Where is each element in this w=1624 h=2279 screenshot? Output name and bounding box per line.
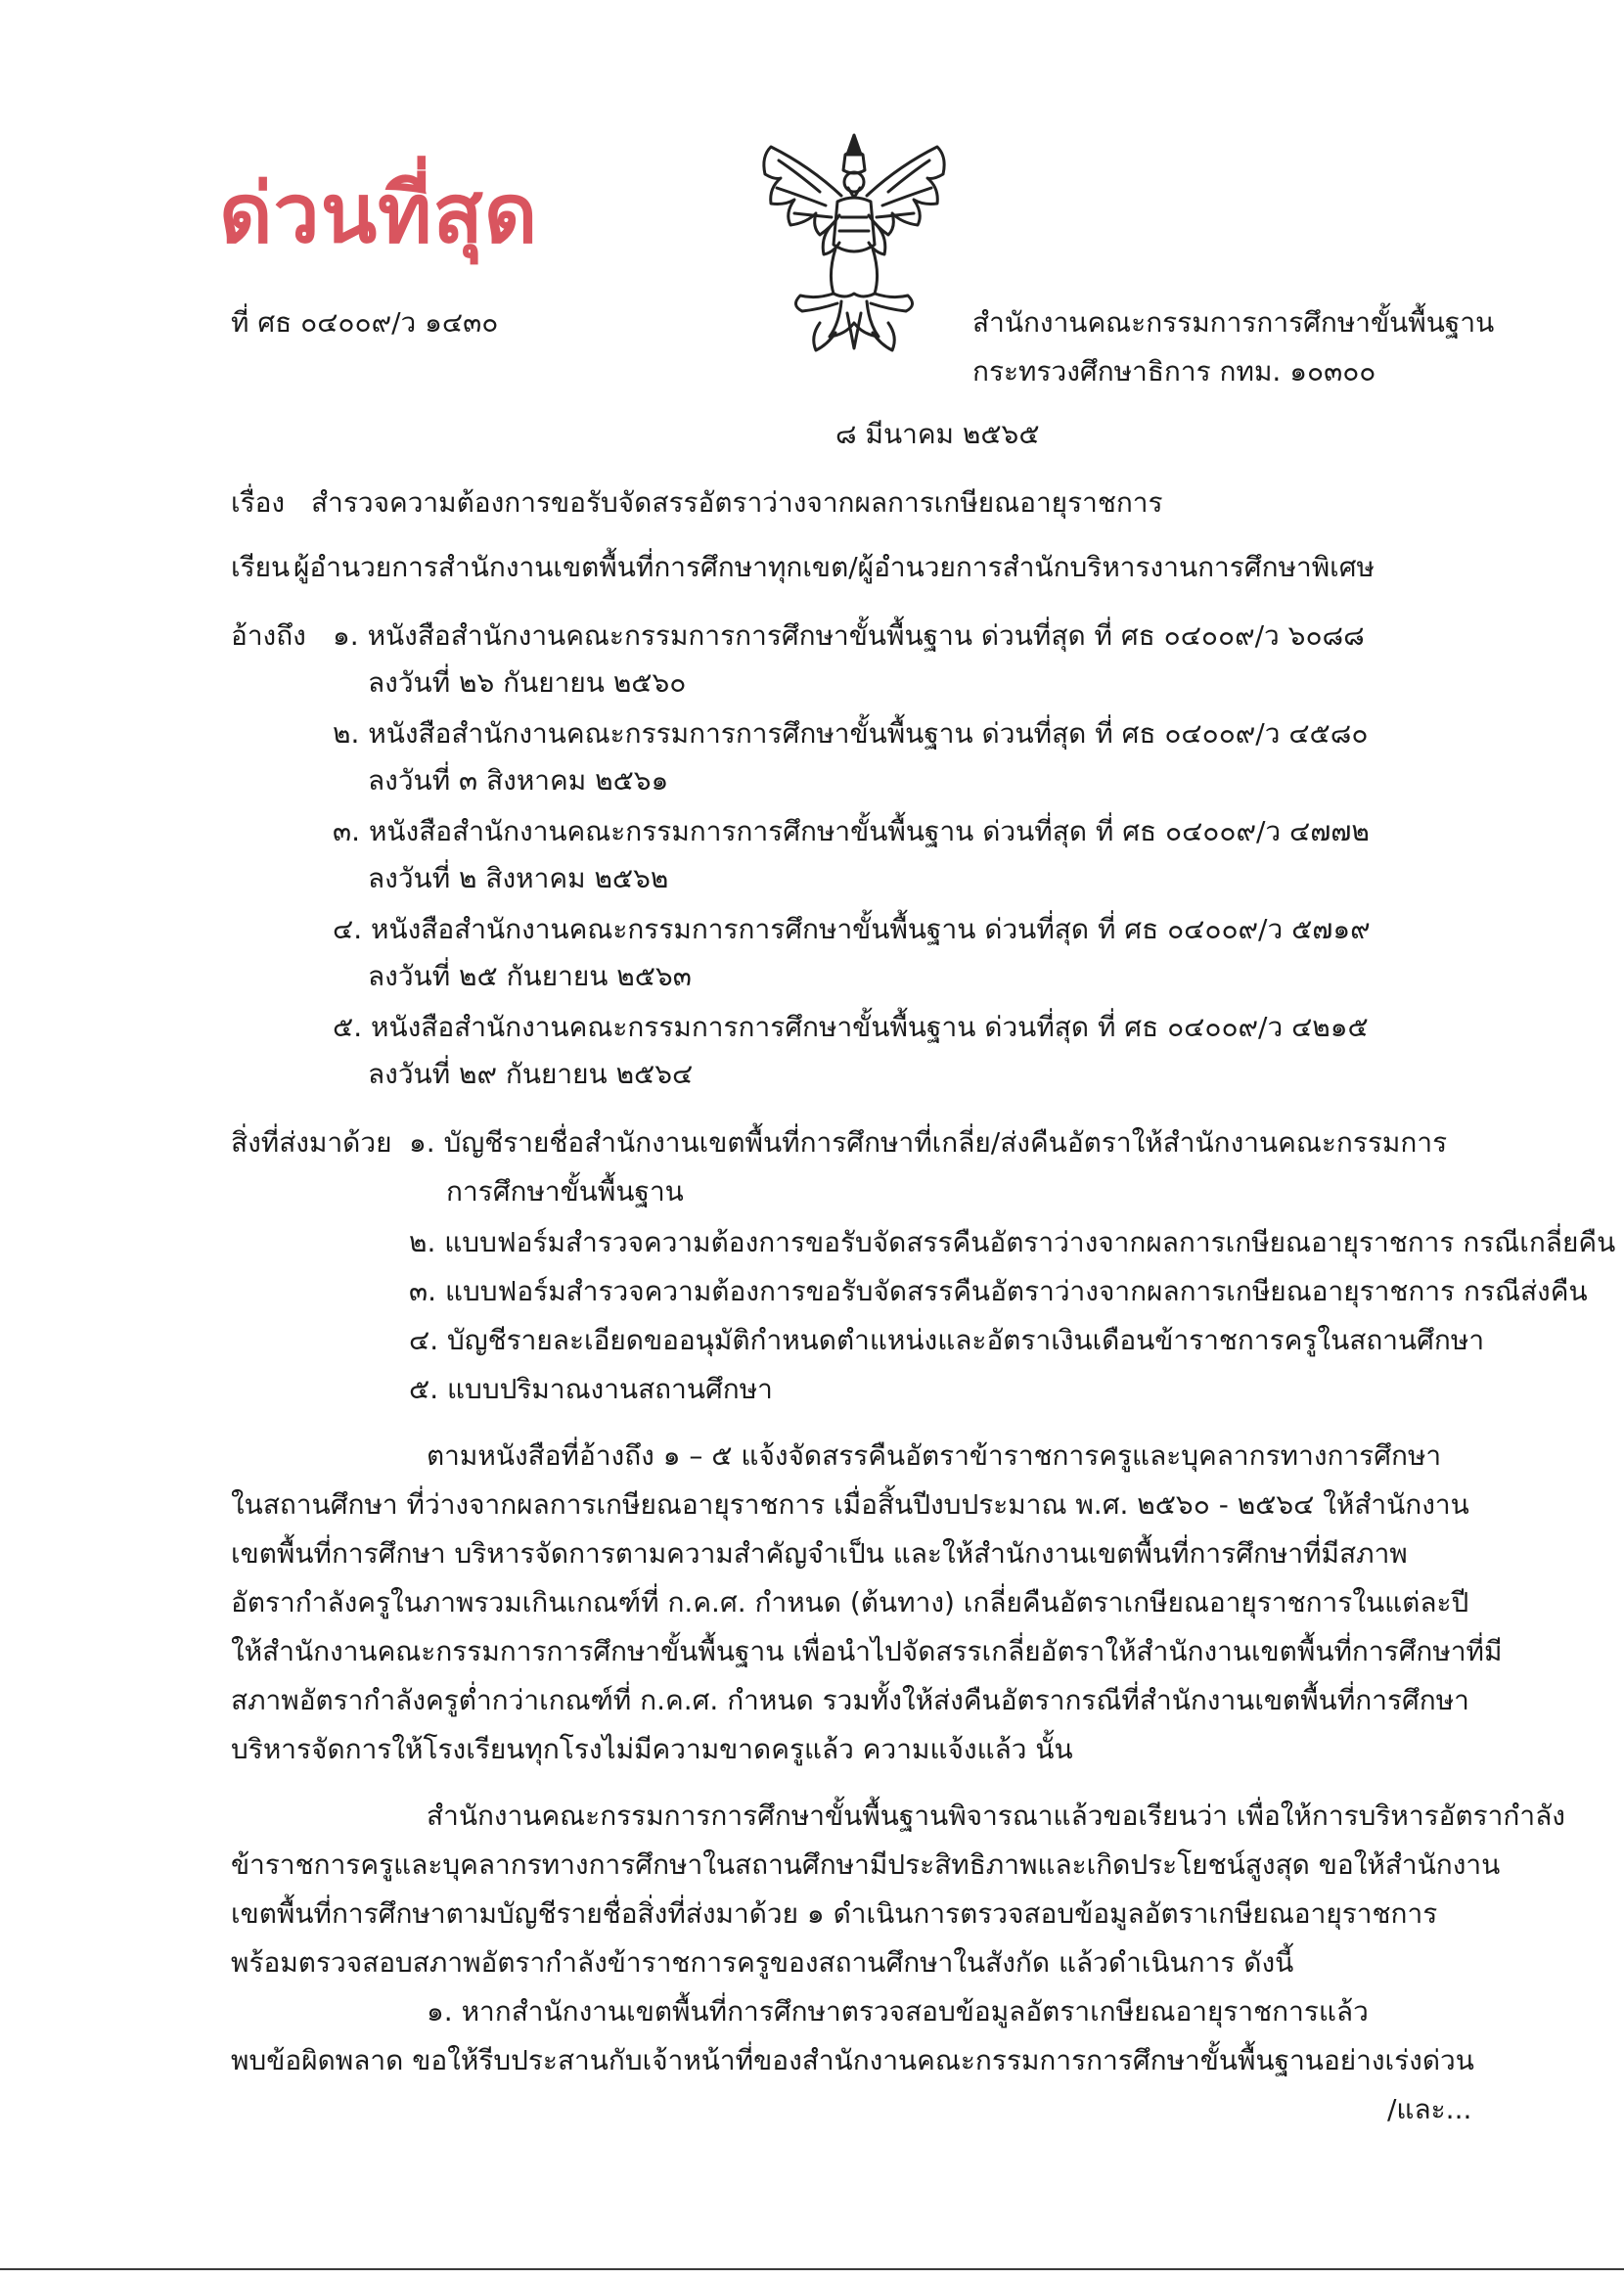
reference-item: ๑. หนังสือสำนักงานคณะกรรมการการศึกษาขั้นพื้นฐาน ด่วนที่สุด ที่ ศธ ๐๔๐๐๙/ว ๖๐๘๘ [333,619,1365,652]
body-line: ๑. หากสำนักงานเขตพื้นที่การศึกษาตรวจสอบข้อมูลอัตราเกษียณอายุราชการแล้ว [427,1995,1369,2028]
subject-text: สำรวจความต้องการขอรับจัดสรรอัตราว่างจากผลการเกษียณอายุราชการ [311,486,1163,519]
reference-item: ๔. หนังสือสำนักงานคณะกรรมการการศึกษาขั้นพื้นฐาน ด่วนที่สุด ที่ ศธ ๐๔๐๐๙/ว ๕๗๑๙ [333,913,1371,945]
body-line: เขตพื้นที่การศึกษา บริหารจัดการตามความสำคัญจำเป็น และให้สำนักงานเขตพื้นที่การศึกษาที่มีสภาพ [231,1537,1408,1570]
body-line: สภาพอัตรากำลังครูต่ำกว่าเกณฑ์ที่ ก.ค.ศ. กำหนด รวมทั้งให้ส่งคืนอัตรากรณีที่สำนักงานเขตพื้นที่การศึกษา [231,1684,1469,1716]
document-number: ที่ ศธ ๐๔๐๐๙/ว ๑๔๓๐ [231,306,499,339]
issuer-office: สำนักงานคณะกรรมการการศึกษาขั้นพื้นฐาน [972,306,1495,339]
reference-date: ลงวันที่ ๒๕ กันยายน ๒๕๖๓ [368,960,692,992]
enclosure-item-1-cont: การศึกษาขั้นพื้นฐาน [446,1175,684,1208]
body-line: ให้สำนักงานคณะกรรมการการศึกษาขั้นพื้นฐาน เพื่อนำไปจัดสรรเกลี่ยอัตราให้สำนักงานเขตพื้นที่การศึกษาที่มี [231,1635,1503,1667]
body-line: ในสถานศึกษา ที่ว่างจากผลการเกษียณอายุราชการ เมื่อสิ้นปีงบประมาณ พ.ศ. ๒๕๖๐ - ๒๕๖๔ ให้สำนักงาน [231,1488,1469,1521]
recipient-label: เรียน [231,551,291,583]
body-line: สำนักงานคณะกรรมการการศึกษาขั้นพื้นฐานพิจารณาแล้วขอเรียนว่า เพื่อให้การบริหารอัตรากำลัง [427,1800,1565,1832]
reference-item: ๓. หนังสือสำนักงานคณะกรรมการการศึกษาขั้นพื้นฐาน ด่วนที่สุด ที่ ศธ ๐๔๐๐๙/ว ๔๗๗๒ [333,815,1370,847]
issuer-address: กระทรวงศึกษาธิการ กทม. ๑๐๓๐๐ [972,355,1376,387]
reference-date: ลงวันที่ ๒๙ กันยายน ๒๕๖๔ [368,1058,694,1090]
reference-date: ลงวันที่ ๒ สิงหาคม ๒๕๖๒ [368,862,669,894]
reference-date: ลงวันที่ ๓ สิงหาคม ๒๕๖๑ [368,764,669,797]
reference-date: ลงวันที่ ๒๖ กันยายน ๒๕๖๐ [368,666,687,699]
body-line: เขตพื้นที่การศึกษาตามบัญชีรายชื่อสิ่งที่ส่งมาด้วย ๑ ดำเนินการตรวจสอบข้อมูลอัตราเกษียณอายุราชการ [231,1897,1438,1930]
enclosure-item-3: ๓. แบบฟอร์มสำรวจความต้องการขอรับจัดสรรคืนอัตราว่างจากผลการเกษียณอายุราชการ กรณีส่งคืน [409,1275,1588,1307]
continuation-marker: /และ... [1387,2093,1472,2125]
body-line: ตามหนังสือที่อ้างถึง ๑ – ๕ แจ้งจัดสรรคืนอัตราข้าราชการครูและบุคลากรทางการศึกษา [427,1439,1442,1472]
body-line: อัตรากำลังครูในภาพรวมเกินเกณฑ์ที่ ก.ค.ศ. กำหนด (ต้นทาง) เกลี่ยคืนอัตราเกษียณอายุราชการในแต่ละปี [231,1586,1469,1618]
enclosure-item-1: ๑. บัญชีรายชื่อสำนักงานเขตพื้นที่การศึกษาที่เกลี่ย/ส่งคืนอัตราให้สำนักงานคณะกรรมการ [409,1126,1448,1159]
reference-item: ๕. หนังสือสำนักงานคณะกรรมการการศึกษาขั้นพื้นฐาน ด่วนที่สุด ที่ ศธ ๐๔๐๐๙/ว ๔๒๑๕ [333,1011,1369,1043]
urgency-stamp: ด่วนที่สุด [219,165,539,261]
document-date: ๘ มีนาคม ๒๕๖๕ [835,418,1040,450]
body-line: พร้อมตรวจสอบสภาพอัตรากำลังข้าราชการครูของสถานศึกษาในสังกัด แล้วดำเนินการ ดังนี้ [231,1946,1294,1979]
body-line: พบข้อผิดพลาด ขอให้รีบประสานกับเจ้าหน้าที่ของสำนักงานคณะกรรมการการศึกษาขั้นพื้นฐานอย่างเร่งด่วน [231,2044,1474,2076]
reference-item: ๒. หนังสือสำนักงานคณะกรรมการการศึกษาขั้นพื้นฐาน ด่วนที่สุด ที่ ศธ ๐๔๐๐๙/ว ๔๕๘๐ [333,717,1369,750]
recipient-text: ผู้อำนวยการสำนักงานเขตพื้นที่การศึกษาทุกเขต/ผู้อำนวยการสำนักบริหารงานการศึกษาพิเศษ [293,551,1375,583]
enclosures-label: สิ่งที่ส่งมาด้วย [231,1126,392,1159]
scan-bottom-edge [0,2268,1624,2270]
enclosure-item-5: ๕. แบบปริมาณงานสถานศึกษา [409,1373,773,1405]
garuda-emblem-icon [751,127,957,362]
body-line: บริหารจัดการให้โรงเรียนทุกโรงไม่มีความขาดครูแล้ว ความแจ้งแล้ว นั้น [231,1733,1073,1765]
enclosure-item-2: ๒. แบบฟอร์มสำรวจความต้องการขอรับจัดสรรคืนอัตราว่างจากผลการเกษียณอายุราชการ กรณีเกลี่ยคืน [409,1226,1616,1258]
references-label: อ้างถึง [231,619,306,652]
subject-label: เรื่อง [231,486,286,519]
enclosure-item-4: ๔. บัญชีรายละเอียดขออนุมัติกำหนดตำแหน่งและอัตราเงินเดือนข้าราชการครูในสถานศึกษา [409,1324,1485,1356]
body-line: ข้าราชการครูและบุคลากรทางการศึกษาในสถานศึกษามีประสิทธิภาพและเกิดประโยชน์สูงสุด ขอให้สำนักงาน [231,1848,1501,1881]
